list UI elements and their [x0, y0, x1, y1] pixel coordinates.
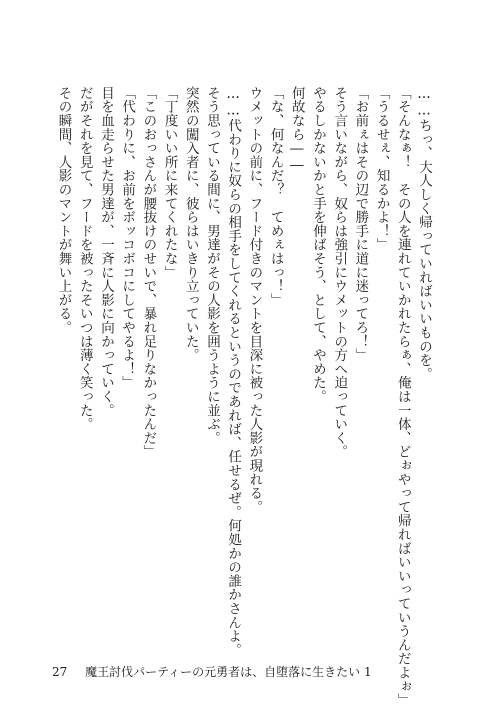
- body-line-12: 突然の闖入者に、彼らはいきり立っていた。: [182, 86, 199, 362]
- body-line-4: 「お前ぇはその辺で勝手に道に迷ってろ！」: [352, 86, 369, 362]
- book-title: 魔王討伐パーティーの元勇者は、自堕落に生きたい 1: [85, 665, 372, 679]
- body-line-13: 「丁度いい所に来てくれたな」: [161, 86, 178, 280]
- page-footer: [52, 663, 372, 680]
- body-line-17: だがそれを見て、フードを被ったそいつは薄く笑った。: [76, 86, 93, 431]
- body-line-6: やるしかないかと手を伸ばそう、として、やめた。: [309, 86, 326, 404]
- body-line-3: 「うるせぇ、知るかよ！」: [373, 86, 390, 252]
- body-line-16: 目を血走らせた男達が、一斉に人影に向かっていく。: [97, 86, 114, 418]
- page-number: 27: [52, 665, 68, 679]
- body-line-15: 「代わりに、お前をボッコボコにしてやるよ！」: [119, 86, 136, 390]
- body-line-8: 「な、何なんだ？ てめぇはっ！」: [267, 86, 284, 307]
- body-line-9: ウメットの前に、フード付きのマントを目深に被った人影が現れる。: [246, 86, 263, 514]
- body-line-5: そう言いながら、奴らは強引にウメットの方へ迫っていく。: [331, 86, 348, 459]
- body-line-7: 何故なら――: [288, 86, 305, 174]
- body-line-14: 「このおっさんが腰抜けのせいで、暴れ足りなかったんだ」: [140, 86, 157, 459]
- body-line-1: ……ちっ、大人しく帰っていればいいものを。: [416, 86, 432, 381]
- body-line-18: その瞬間、人影のマントが舞い上がる。: [55, 86, 72, 335]
- body-line-2: 「そんなぁ！ その人を連れていかれたらぁ、俺は一体、どぉやって帰ればいいっていうんだよぉ」: [394, 86, 411, 707]
- body-line-11: そう思っている間に、男達がその人影を囲うように並ぶ。: [203, 86, 220, 445]
- body-line-10: ……代わりに奴らの相手をしてくれるというのであれば、任せるぜ。何処かの誰かさんよ。: [225, 86, 242, 657]
